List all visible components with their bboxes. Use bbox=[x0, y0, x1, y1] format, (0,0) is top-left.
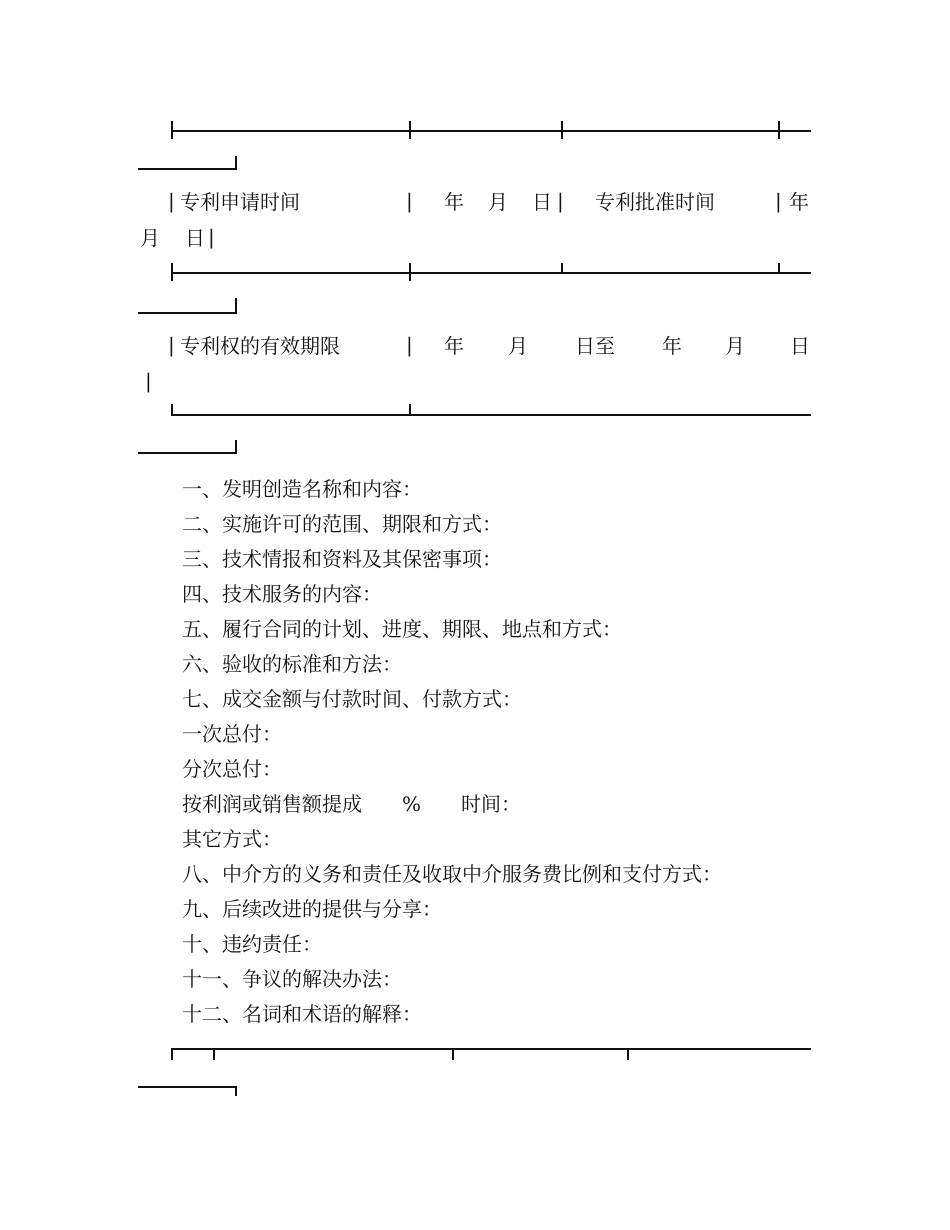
day-text: 日 bbox=[532, 190, 552, 214]
year-text: 年 bbox=[789, 190, 809, 214]
month-text: 月 bbox=[140, 226, 160, 250]
day-text: 日 bbox=[185, 226, 205, 250]
clause-4: 四、技术服务的内容： bbox=[182, 582, 382, 606]
clause-7: 七、成交金额与付款时间、付款方式： bbox=[182, 687, 522, 711]
year-text: 年 bbox=[662, 334, 682, 358]
month-text: 月 bbox=[508, 334, 528, 358]
clause-10: 十、违约责任： bbox=[182, 932, 322, 956]
day-text: 日 bbox=[790, 334, 810, 358]
payment-installments: 分次总付： bbox=[182, 757, 282, 781]
year-text: 年 bbox=[444, 334, 464, 358]
label-validity-period: 专利权的有效期限 bbox=[180, 334, 340, 358]
year-text: 年 bbox=[444, 190, 464, 214]
clause-9: 九、后续改进的提供与分享： bbox=[182, 897, 442, 921]
month-text: 月 bbox=[725, 334, 745, 358]
cell-border: | bbox=[208, 225, 215, 249]
cell-border: | bbox=[557, 189, 564, 213]
cell-border: | bbox=[406, 189, 413, 213]
label-application-time: 专利申请时间 bbox=[180, 190, 300, 214]
clause-11: 十一、争议的解决办法： bbox=[182, 967, 402, 991]
label-grant-time: 专利批准时间 bbox=[595, 190, 715, 214]
clause-8: 八、中介方的义务和责任及收取中介服务费比例和支付方式： bbox=[182, 862, 722, 886]
cell-border: | bbox=[145, 369, 152, 393]
clause-2: 二、实施许可的范围、期限和方式： bbox=[182, 512, 502, 536]
cell-border: | bbox=[168, 333, 175, 357]
cell-border: | bbox=[775, 189, 782, 213]
cell-border: | bbox=[406, 333, 413, 357]
cell-border: | bbox=[168, 189, 175, 213]
payment-other: 其它方式： bbox=[182, 827, 282, 851]
day-to-text: 日至 bbox=[575, 334, 615, 358]
clause-6: 六、验收的标准和方法： bbox=[182, 652, 402, 676]
clause-1: 一、发明创造名称和内容： bbox=[182, 477, 422, 501]
clause-12: 十二、名词和术语的解释： bbox=[182, 1002, 422, 1026]
payment-royalty: 按利润或销售额提成 % 时间： bbox=[182, 792, 522, 816]
month-text: 月 bbox=[488, 190, 508, 214]
clause-5: 五、履行合同的计划、进度、期限、地点和方式： bbox=[182, 617, 622, 641]
clause-3: 三、技术情报和资料及其保密事项： bbox=[182, 547, 502, 571]
payment-lump-sum: 一次总付： bbox=[182, 722, 282, 746]
